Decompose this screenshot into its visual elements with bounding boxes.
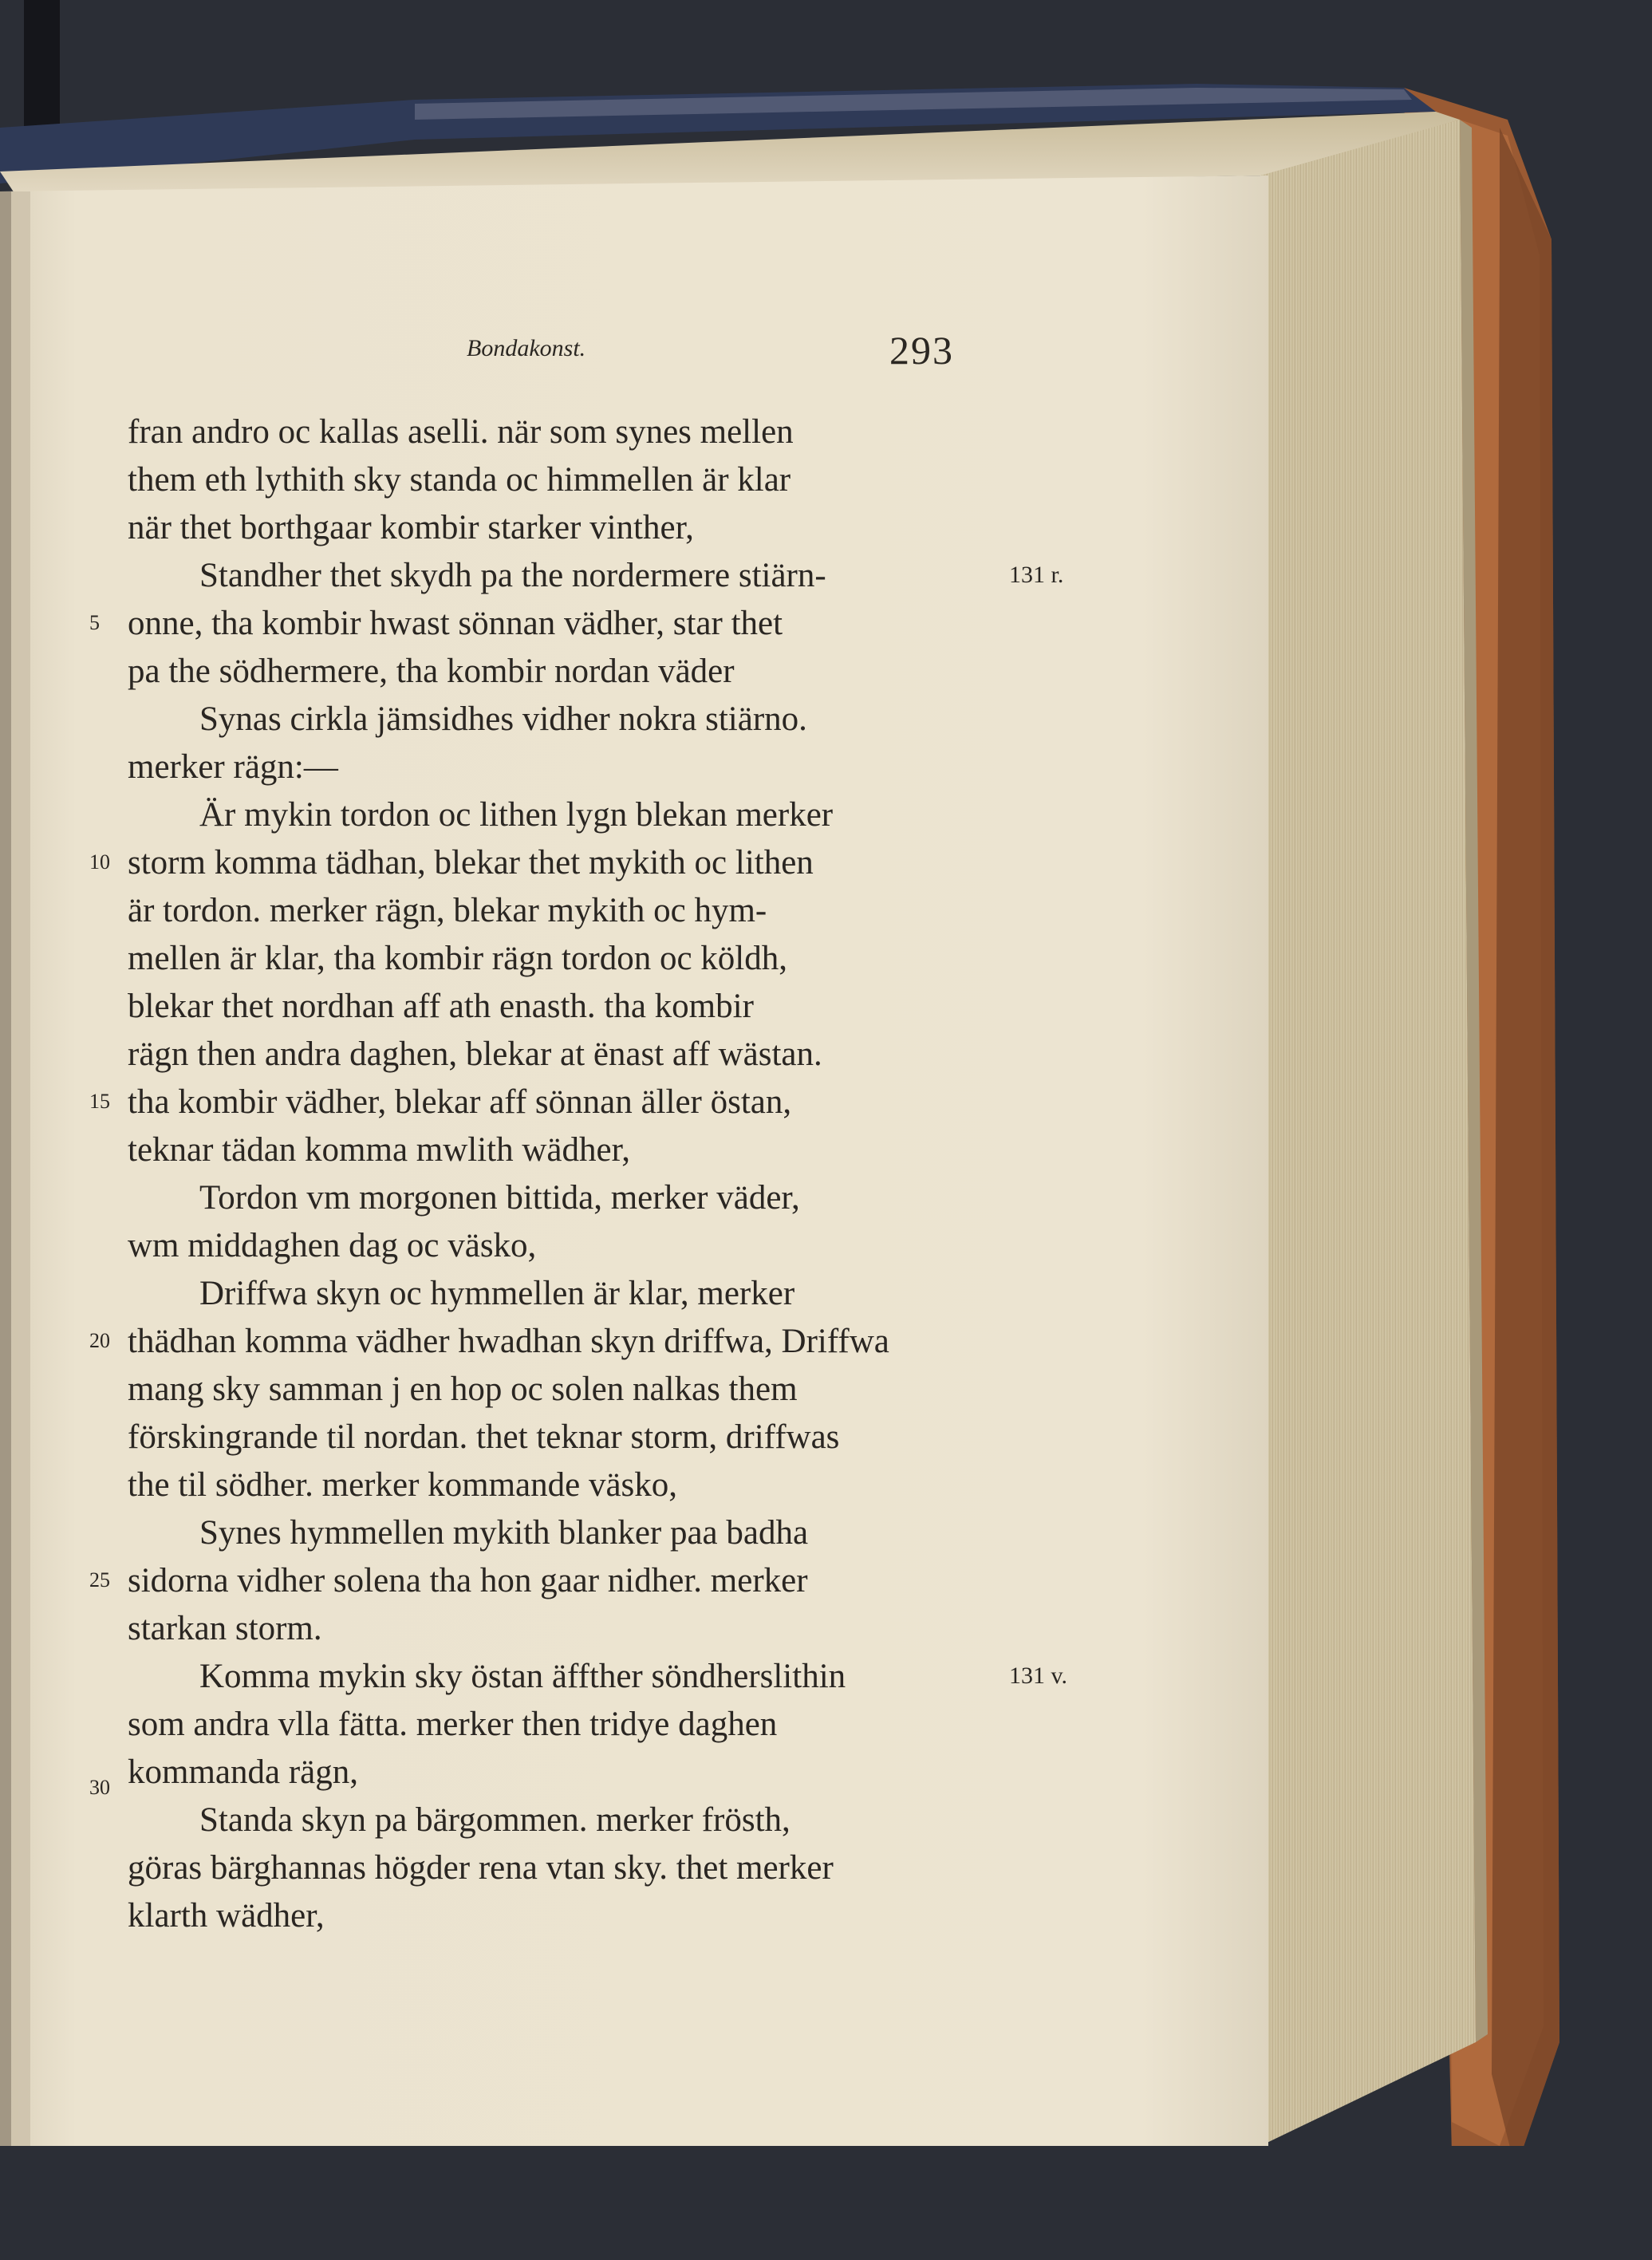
text-line: mellen är klar, tha kombir rägn tordon oc köldh, [128,940,787,977]
text-line: fran andro oc kallas aselli. när som synes mellen [128,413,794,451]
line-number: 10 [89,850,110,874]
text-line: som andra vlla fätta. merker then tridye daghen [128,1706,778,1743]
text-line: merker rägn:— [128,748,338,786]
text-line: them eth lythith sky standa oc himmellen är klar [128,461,791,499]
text-line: Tordon vm morgonen bittida, merker väder, [199,1179,800,1217]
text-line: sidorna vidher solena tha hon gaar nidher. merker [128,1562,808,1599]
text-line: pa the södhermere, tha kombir nordan väder [128,653,735,690]
text-line: när thet borthgaar kombir starker vinther, [128,509,694,546]
text-line: kommanda rägn, [128,1753,358,1791]
text-line: mang sky samman j en hop oc solen nalkas them [128,1371,798,1408]
text-line: blekar thet nordhan aff ath enasth. tha kombir [128,988,754,1025]
line-number: 20 [89,1329,110,1352]
text-line: teknar tädan komma mwlith wädher, [128,1131,630,1169]
text-line: tha kombir vädher, blekar aff sönnan äller östan, [128,1083,792,1121]
text-line: är tordon. merker rägn, blekar mykith oc hym- [128,892,767,929]
text-line: wm middaghen dag oc väsko, [128,1227,537,1264]
text-line: onne, tha kombir hwast sönnan vädher, star thet [128,605,783,642]
line-number: 15 [89,1090,110,1113]
line-number: 25 [89,1568,110,1591]
text-line: Är mykin tordon oc lithen lygn blekan merker [199,796,834,834]
text-line: Driffwa skyn oc hymmellen är klar, merker [199,1275,795,1312]
text-line: Synas cirkla jämsidhes vidher nokra stiärno. [199,700,807,738]
text-line: Komma mykin sky östan äffther söndherslithin [199,1658,846,1695]
running-head: Bondakonst. [467,335,586,361]
text-line: rägn then andra daghen, blekar at ënast aff wästan. [128,1035,822,1073]
line-number: 30 [89,1776,110,1799]
margin-note: 131 r. [1009,562,1064,588]
text-line: förskingrande til nordan. thet teknar storm, driffwas [128,1418,840,1456]
text-line: the til södher. merker kommande väsko, [128,1466,678,1504]
line-number: 5 [89,611,100,634]
text-line: thädhan komma vädher hwadhan skyn driffwa, Driffwa [128,1323,889,1360]
text-line: klarth wädher, [128,1897,325,1935]
page-number: 293 [889,328,954,373]
text-line: Standa skyn pa bärgommen. merker frösth, [199,1801,791,1839]
text-line: storm komma tädhan, blekar thet mykith oc lithen [128,844,814,882]
text-line: Standher thet skydh pa the nordermere stiärn- [199,557,826,594]
text-line: starkan storm. [128,1610,322,1647]
text-line: göras bärghannas högder rena vtan sky. thet merker [128,1849,834,1887]
text-line: Synes hymmellen mykith blanker paa badha [199,1514,809,1552]
margin-note: 131 v. [1009,1662,1068,1689]
